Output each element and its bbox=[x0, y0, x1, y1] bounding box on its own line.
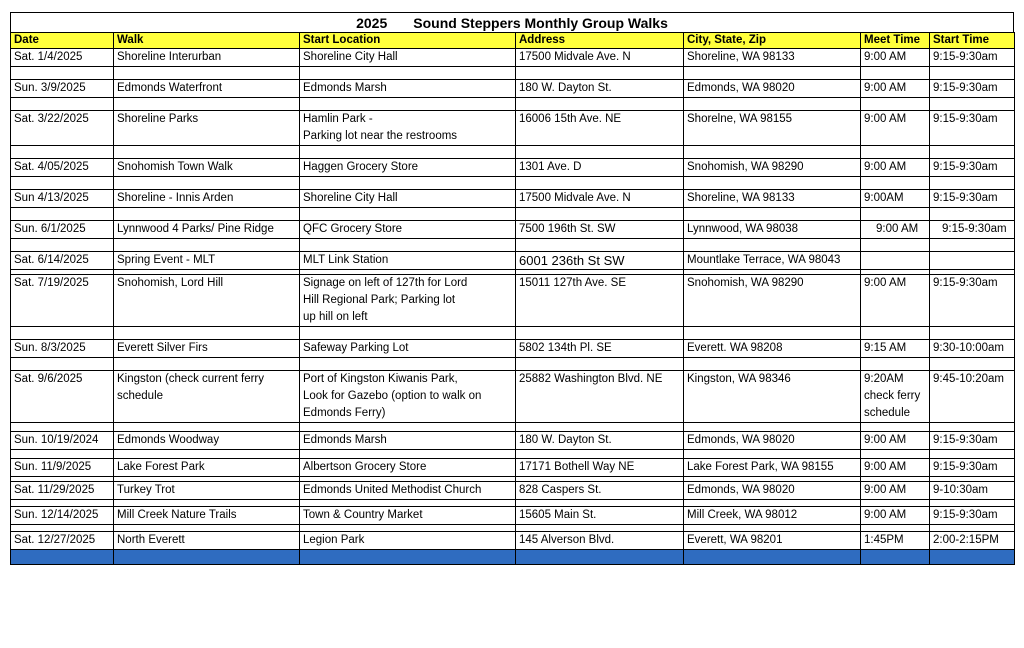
empty-cell bbox=[114, 67, 300, 80]
cell-walk bbox=[114, 371, 300, 423]
spacer-row bbox=[11, 177, 1015, 190]
cell-meet-time-line: 9:00 AM bbox=[864, 82, 907, 94]
empty-cell bbox=[930, 146, 1015, 159]
cell-start-location bbox=[300, 482, 516, 500]
cell-walk bbox=[114, 275, 300, 327]
cell-start-time: 2:00-2:15PM bbox=[930, 532, 1015, 550]
cell-address: 15605 Main St. bbox=[516, 507, 684, 525]
cell-walk bbox=[114, 459, 300, 477]
footer-cell bbox=[930, 550, 1015, 565]
empty-cell bbox=[114, 177, 300, 190]
table-row bbox=[11, 190, 1015, 208]
empty-cell bbox=[516, 239, 684, 252]
empty-cell bbox=[11, 450, 114, 459]
empty-cell bbox=[114, 327, 300, 340]
cell-address: 25882 Washington Blvd. NE bbox=[516, 371, 684, 423]
empty-cell bbox=[11, 423, 114, 432]
spacer-row bbox=[11, 208, 1015, 221]
cell-walk bbox=[114, 190, 300, 208]
cell-walk-line: North Everett bbox=[117, 534, 185, 546]
empty-cell bbox=[114, 358, 300, 371]
cell-date: Sun. 10/19/2024 bbox=[11, 432, 114, 450]
cell-start-time: 9:15-9:30am bbox=[930, 111, 1015, 146]
empty-cell bbox=[11, 146, 114, 159]
empty-cell bbox=[684, 98, 861, 111]
cell-meet-time bbox=[861, 159, 930, 177]
empty-cell bbox=[516, 450, 684, 459]
empty-cell bbox=[11, 177, 114, 190]
cell-walk-line: Lynnwood 4 Parks/ Pine Ridge bbox=[117, 223, 274, 235]
cell-walk-line: Shoreline Interurban bbox=[117, 51, 222, 63]
cell-meet-time bbox=[861, 190, 930, 208]
table-row bbox=[11, 252, 1015, 270]
empty-cell bbox=[300, 423, 516, 432]
empty-cell bbox=[516, 177, 684, 190]
cell-start-location-line: Legion Park bbox=[303, 534, 365, 546]
empty-cell bbox=[516, 327, 684, 340]
empty-cell bbox=[11, 525, 114, 532]
footer-bar bbox=[11, 550, 1015, 565]
cell-start-location-line: Shoreline City Hall bbox=[303, 192, 398, 204]
sheet-title bbox=[10, 12, 1014, 32]
cell-meet-time bbox=[861, 371, 930, 423]
empty-cell bbox=[114, 98, 300, 111]
header-meet-time: Meet Time bbox=[861, 33, 930, 49]
footer-cell bbox=[861, 550, 930, 565]
empty-cell bbox=[516, 146, 684, 159]
cell-date: Sat. 7/19/2025 bbox=[11, 275, 114, 327]
cell-city: Edmonds, WA 98020 bbox=[684, 482, 861, 500]
cell-address: 180 W. Dayton St. bbox=[516, 432, 684, 450]
cell-start-location-line: Look for Gazebo (option to walk on bbox=[303, 390, 482, 402]
cell-address: 17171 Bothell Way NE bbox=[516, 459, 684, 477]
cell-address: 17500 Midvale Ave. N bbox=[516, 190, 684, 208]
cell-start-location-line: Parking lot near the restrooms bbox=[303, 130, 458, 142]
cell-meet-time-line: 1:45PM bbox=[864, 534, 904, 546]
empty-cell bbox=[930, 67, 1015, 80]
cell-meet-time-line: schedule bbox=[864, 407, 911, 419]
footer-cell bbox=[300, 550, 516, 565]
spacer-row bbox=[11, 423, 1015, 432]
empty-cell bbox=[930, 208, 1015, 221]
empty-cell bbox=[684, 358, 861, 371]
empty-cell bbox=[114, 450, 300, 459]
cell-meet-time-line: 9:00 AM bbox=[864, 51, 907, 63]
cell-address: 6001 236th St SW bbox=[516, 252, 684, 270]
cell-address: 180 W. Dayton St. bbox=[516, 80, 684, 98]
empty-cell bbox=[684, 208, 861, 221]
header-start-time: Start Time bbox=[930, 33, 1015, 49]
empty-cell bbox=[11, 327, 114, 340]
cell-city: Lake Forest Park, WA 98155 bbox=[684, 459, 861, 477]
empty-cell bbox=[930, 358, 1015, 371]
cell-walk-line: Everett Silver Firs bbox=[117, 342, 208, 354]
empty-cell bbox=[930, 500, 1015, 507]
table-row bbox=[11, 49, 1015, 67]
cell-start-location bbox=[300, 275, 516, 327]
cell-start-time: 9:15-9:30am bbox=[930, 507, 1015, 525]
empty-cell bbox=[861, 67, 930, 80]
cell-meet-time-line: 9:00 AM bbox=[864, 277, 907, 289]
cell-date: Sun 4/13/2025 bbox=[11, 190, 114, 208]
empty-cell bbox=[11, 208, 114, 221]
empty-cell bbox=[516, 500, 684, 507]
table-body bbox=[11, 49, 1015, 565]
cell-start-location bbox=[300, 111, 516, 146]
cell-date: Sat. 4/05/2025 bbox=[11, 159, 114, 177]
cell-start-location bbox=[300, 190, 516, 208]
spacer-row bbox=[11, 239, 1015, 252]
cell-start-location-line: Haggen Grocery Store bbox=[303, 161, 419, 173]
cell-start-time: 9-10:30am bbox=[930, 482, 1015, 500]
empty-cell bbox=[930, 177, 1015, 190]
cell-walk bbox=[114, 159, 300, 177]
spacer-row bbox=[11, 500, 1015, 507]
cell-date: Sat. 6/14/2025 bbox=[11, 252, 114, 270]
header-start-location: Start Location bbox=[300, 33, 516, 49]
header-date: Date bbox=[11, 33, 114, 49]
cell-walk bbox=[114, 507, 300, 525]
cell-walk bbox=[114, 111, 300, 146]
cell-meet-time bbox=[861, 482, 930, 500]
cell-date: Sun. 6/1/2025 bbox=[11, 221, 114, 239]
cell-city: Shorelne, WA 98155 bbox=[684, 111, 861, 146]
title-year: 2025 bbox=[356, 14, 388, 31]
cell-meet-time-line: 9:00 AM bbox=[864, 509, 907, 521]
cell-start-time: 9:15-9:30am bbox=[930, 190, 1015, 208]
cell-meet-time bbox=[861, 252, 930, 270]
cell-meet-time bbox=[861, 221, 930, 239]
cell-walk-line: Spring Event - MLT bbox=[117, 254, 216, 266]
empty-cell bbox=[11, 239, 114, 252]
empty-cell bbox=[684, 525, 861, 532]
empty-cell bbox=[861, 423, 930, 432]
cell-meet-time bbox=[861, 432, 930, 450]
cell-start-location-line: Edmonds Ferry) bbox=[303, 407, 386, 419]
cell-walk-line: Edmonds Waterfront bbox=[117, 82, 223, 94]
cell-start-location bbox=[300, 221, 516, 239]
cell-city: Everett, WA 98201 bbox=[684, 532, 861, 550]
empty-cell bbox=[930, 423, 1015, 432]
cell-start-location-line: MLT Link Station bbox=[303, 254, 389, 266]
cell-walk-line: Kingston (check current ferry bbox=[117, 373, 265, 385]
cell-start-location bbox=[300, 252, 516, 270]
cell-city: Edmonds, WA 98020 bbox=[684, 432, 861, 450]
empty-cell bbox=[684, 177, 861, 190]
cell-start-time: 9:15-9:30am bbox=[930, 275, 1015, 327]
cell-start-time: 9:15-9:30am bbox=[930, 80, 1015, 98]
cell-address: 7500 196th St. SW bbox=[516, 221, 684, 239]
cell-date: Sun. 8/3/2025 bbox=[11, 340, 114, 358]
empty-cell bbox=[300, 358, 516, 371]
cell-walk-line: Lake Forest Park bbox=[117, 461, 205, 473]
cell-start-time: 9:15-9:30am bbox=[930, 459, 1015, 477]
cell-meet-time-line: 9:00 AM bbox=[864, 434, 907, 446]
cell-meet-time-line: 9:00 AM bbox=[864, 484, 907, 496]
header-walk: Walk bbox=[114, 33, 300, 49]
cell-start-location bbox=[300, 432, 516, 450]
table-row bbox=[11, 371, 1015, 423]
cell-start-location bbox=[300, 80, 516, 98]
empty-cell bbox=[930, 327, 1015, 340]
cell-date: Sat. 11/29/2025 bbox=[11, 482, 114, 500]
cell-start-location bbox=[300, 159, 516, 177]
empty-cell bbox=[300, 67, 516, 80]
cell-start-time: 9:15-9:30am bbox=[930, 49, 1015, 67]
spacer-row bbox=[11, 98, 1015, 111]
cell-walk bbox=[114, 221, 300, 239]
cell-walk-line: Snohomish Town Walk bbox=[117, 161, 233, 173]
empty-cell bbox=[114, 500, 300, 507]
empty-cell bbox=[516, 525, 684, 532]
footer-cell bbox=[114, 550, 300, 565]
empty-cell bbox=[516, 208, 684, 221]
empty-cell bbox=[684, 239, 861, 252]
cell-meet-time bbox=[861, 275, 930, 327]
cell-meet-time-line: 9:15 AM bbox=[864, 342, 907, 354]
cell-meet-time bbox=[861, 80, 930, 98]
empty-cell bbox=[684, 423, 861, 432]
table-row bbox=[11, 459, 1015, 477]
empty-cell bbox=[861, 327, 930, 340]
empty-cell bbox=[114, 525, 300, 532]
cell-meet-time-line: 9:00 AM bbox=[864, 161, 907, 173]
cell-start-location bbox=[300, 532, 516, 550]
cell-address: 1301 Ave. D bbox=[516, 159, 684, 177]
cell-start-time: 9:15-9:30am bbox=[930, 432, 1015, 450]
spacer-row bbox=[11, 450, 1015, 459]
empty-cell bbox=[861, 358, 930, 371]
empty-cell bbox=[300, 450, 516, 459]
empty-cell bbox=[11, 98, 114, 111]
empty-cell bbox=[930, 450, 1015, 459]
table-row bbox=[11, 275, 1015, 327]
empty-cell bbox=[516, 98, 684, 111]
table-row bbox=[11, 507, 1015, 525]
empty-cell bbox=[11, 500, 114, 507]
empty-cell bbox=[114, 208, 300, 221]
spacer-row bbox=[11, 327, 1015, 340]
cell-address: 15011 127th Ave. SE bbox=[516, 275, 684, 327]
empty-cell bbox=[300, 525, 516, 532]
empty-cell bbox=[930, 239, 1015, 252]
cell-start-location bbox=[300, 459, 516, 477]
spacer-row bbox=[11, 358, 1015, 371]
table-row bbox=[11, 432, 1015, 450]
empty-cell bbox=[300, 177, 516, 190]
cell-city: Shoreline, WA 98133 bbox=[684, 49, 861, 67]
cell-city: Shoreline, WA 98133 bbox=[684, 190, 861, 208]
cell-date: Sat. 3/22/2025 bbox=[11, 111, 114, 146]
empty-cell bbox=[684, 67, 861, 80]
cell-start-location-line: Albertson Grocery Store bbox=[303, 461, 427, 473]
empty-cell bbox=[516, 67, 684, 80]
header-row bbox=[11, 33, 1015, 49]
cell-date: Sun. 3/9/2025 bbox=[11, 80, 114, 98]
empty-cell bbox=[114, 239, 300, 252]
cell-city: Mountlake Terrace, WA 98043 bbox=[684, 252, 861, 270]
cell-start-location bbox=[300, 507, 516, 525]
empty-cell bbox=[300, 239, 516, 252]
cell-walk bbox=[114, 252, 300, 270]
empty-cell bbox=[861, 177, 930, 190]
cell-start-time: 9:15-9:30am bbox=[930, 159, 1015, 177]
cell-date: Sun. 12/14/2025 bbox=[11, 507, 114, 525]
cell-walk-line: Mill Creek Nature Trails bbox=[117, 509, 237, 521]
cell-walk bbox=[114, 482, 300, 500]
walk-table bbox=[10, 32, 1015, 565]
spacer-row bbox=[11, 525, 1015, 532]
cell-meet-time bbox=[861, 49, 930, 67]
empty-cell bbox=[861, 500, 930, 507]
cell-meet-time-line: 9:20AM bbox=[864, 373, 904, 385]
empty-cell bbox=[11, 67, 114, 80]
cell-date: Sat. 1/4/2025 bbox=[11, 49, 114, 67]
cell-start-location-line: Port of Kingston Kiwanis Park, bbox=[303, 373, 458, 385]
cell-city: Snohomish, WA 98290 bbox=[684, 159, 861, 177]
header-address: Address bbox=[516, 33, 684, 49]
table-row bbox=[11, 532, 1015, 550]
cell-walk-line: Shoreline - Innis Arden bbox=[117, 192, 234, 204]
cell-walk-line: Snohomish, Lord Hill bbox=[117, 277, 224, 289]
cell-date: Sat. 9/6/2025 bbox=[11, 371, 114, 423]
header-city: City, State, Zip bbox=[684, 33, 861, 49]
empty-cell bbox=[861, 146, 930, 159]
cell-city: Snohomish, WA 98290 bbox=[684, 275, 861, 327]
empty-cell bbox=[516, 358, 684, 371]
cell-city: Mill Creek, WA 98012 bbox=[684, 507, 861, 525]
cell-start-location-line: Hill Regional Park; Parking lot bbox=[303, 294, 456, 306]
cell-meet-time-line: 9:00AM bbox=[864, 192, 904, 204]
empty-cell bbox=[114, 423, 300, 432]
empty-cell bbox=[300, 327, 516, 340]
empty-cell bbox=[861, 239, 930, 252]
cell-date: Sun. 11/9/2025 bbox=[11, 459, 114, 477]
cell-meet-time bbox=[861, 459, 930, 477]
empty-cell bbox=[684, 146, 861, 159]
table-row bbox=[11, 221, 1015, 239]
cell-meet-time bbox=[861, 111, 930, 146]
empty-cell bbox=[300, 208, 516, 221]
cell-walk bbox=[114, 432, 300, 450]
footer-cell bbox=[11, 550, 114, 565]
empty-cell bbox=[114, 146, 300, 159]
empty-cell bbox=[684, 500, 861, 507]
cell-start-time: 9:15-9:30am bbox=[930, 221, 1015, 239]
cell-meet-time-line: 9:00 AM bbox=[876, 223, 919, 235]
cell-meet-time-line: 9:00 AM bbox=[864, 113, 907, 125]
cell-address: 828 Caspers St. bbox=[516, 482, 684, 500]
empty-cell bbox=[861, 525, 930, 532]
empty-cell bbox=[684, 450, 861, 459]
cell-start-location-line: QFC Grocery Store bbox=[303, 223, 403, 235]
table-row bbox=[11, 159, 1015, 177]
empty-cell bbox=[300, 98, 516, 111]
empty-cell bbox=[300, 146, 516, 159]
cell-start-location-line: Shoreline City Hall bbox=[303, 51, 398, 63]
empty-cell bbox=[930, 525, 1015, 532]
table-row bbox=[11, 340, 1015, 358]
empty-cell bbox=[300, 500, 516, 507]
cell-walk-line: Shoreline Parks bbox=[117, 113, 199, 125]
empty-cell bbox=[861, 98, 930, 111]
spacer-row bbox=[11, 146, 1015, 159]
cell-meet-time bbox=[861, 340, 930, 358]
cell-start-location-line: Hamlin Park - bbox=[303, 113, 373, 125]
cell-meet-time bbox=[861, 532, 930, 550]
empty-cell bbox=[516, 423, 684, 432]
empty-cell bbox=[11, 358, 114, 371]
empty-cell bbox=[930, 98, 1015, 111]
cell-address: 145 Alverson Blvd. bbox=[516, 532, 684, 550]
cell-start-location-line: Edmonds United Methodist Church bbox=[303, 484, 482, 496]
cell-start-location bbox=[300, 340, 516, 358]
empty-cell bbox=[684, 327, 861, 340]
cell-address: 17500 Midvale Ave. N bbox=[516, 49, 684, 67]
cell-start-location bbox=[300, 49, 516, 67]
footer-cell bbox=[684, 550, 861, 565]
cell-start-location-line: Edmonds Marsh bbox=[303, 434, 387, 446]
footer-cell bbox=[516, 550, 684, 565]
cell-meet-time bbox=[861, 507, 930, 525]
cell-date: Sat. 12/27/2025 bbox=[11, 532, 114, 550]
cell-walk bbox=[114, 532, 300, 550]
cell-walk-line: schedule bbox=[117, 390, 164, 402]
cell-start-time: 9:45-10:20am bbox=[930, 371, 1015, 423]
cell-start-location-line: Town & Country Market bbox=[303, 509, 423, 521]
cell-walk-line: Turkey Trot bbox=[117, 484, 175, 496]
cell-city: Everett. WA 98208 bbox=[684, 340, 861, 358]
cell-start-location-line: Signage on left of 127th for Lord bbox=[303, 277, 468, 289]
cell-walk bbox=[114, 340, 300, 358]
cell-start-time bbox=[930, 252, 1015, 270]
spacer-row bbox=[11, 67, 1015, 80]
cell-start-location bbox=[300, 371, 516, 423]
cell-start-location-line: up hill on left bbox=[303, 311, 368, 323]
cell-walk bbox=[114, 49, 300, 67]
walk-schedule-sheet bbox=[10, 12, 1014, 565]
cell-city: Kingston, WA 98346 bbox=[684, 371, 861, 423]
table-row bbox=[11, 80, 1015, 98]
cell-walk-line: Edmonds Woodway bbox=[117, 434, 220, 446]
cell-meet-time-line: check ferry bbox=[864, 390, 921, 402]
empty-cell bbox=[861, 208, 930, 221]
cell-walk bbox=[114, 80, 300, 98]
cell-start-location-line: Safeway Parking Lot bbox=[303, 342, 409, 354]
cell-city: Edmonds, WA 98020 bbox=[684, 80, 861, 98]
cell-address: 5802 134th Pl. SE bbox=[516, 340, 684, 358]
cell-city: Lynnwood, WA 98038 bbox=[684, 221, 861, 239]
title-text: Sound Steppers Monthly Group Walks bbox=[413, 14, 668, 31]
cell-meet-time-line: 9:00 AM bbox=[864, 461, 907, 473]
cell-start-time: 9:30-10:00am bbox=[930, 340, 1015, 358]
empty-cell bbox=[861, 450, 930, 459]
cell-address: 16006 15th Ave. NE bbox=[516, 111, 684, 146]
cell-start-location-line: Edmonds Marsh bbox=[303, 82, 387, 94]
table-row bbox=[11, 482, 1015, 500]
table-row bbox=[11, 111, 1015, 146]
